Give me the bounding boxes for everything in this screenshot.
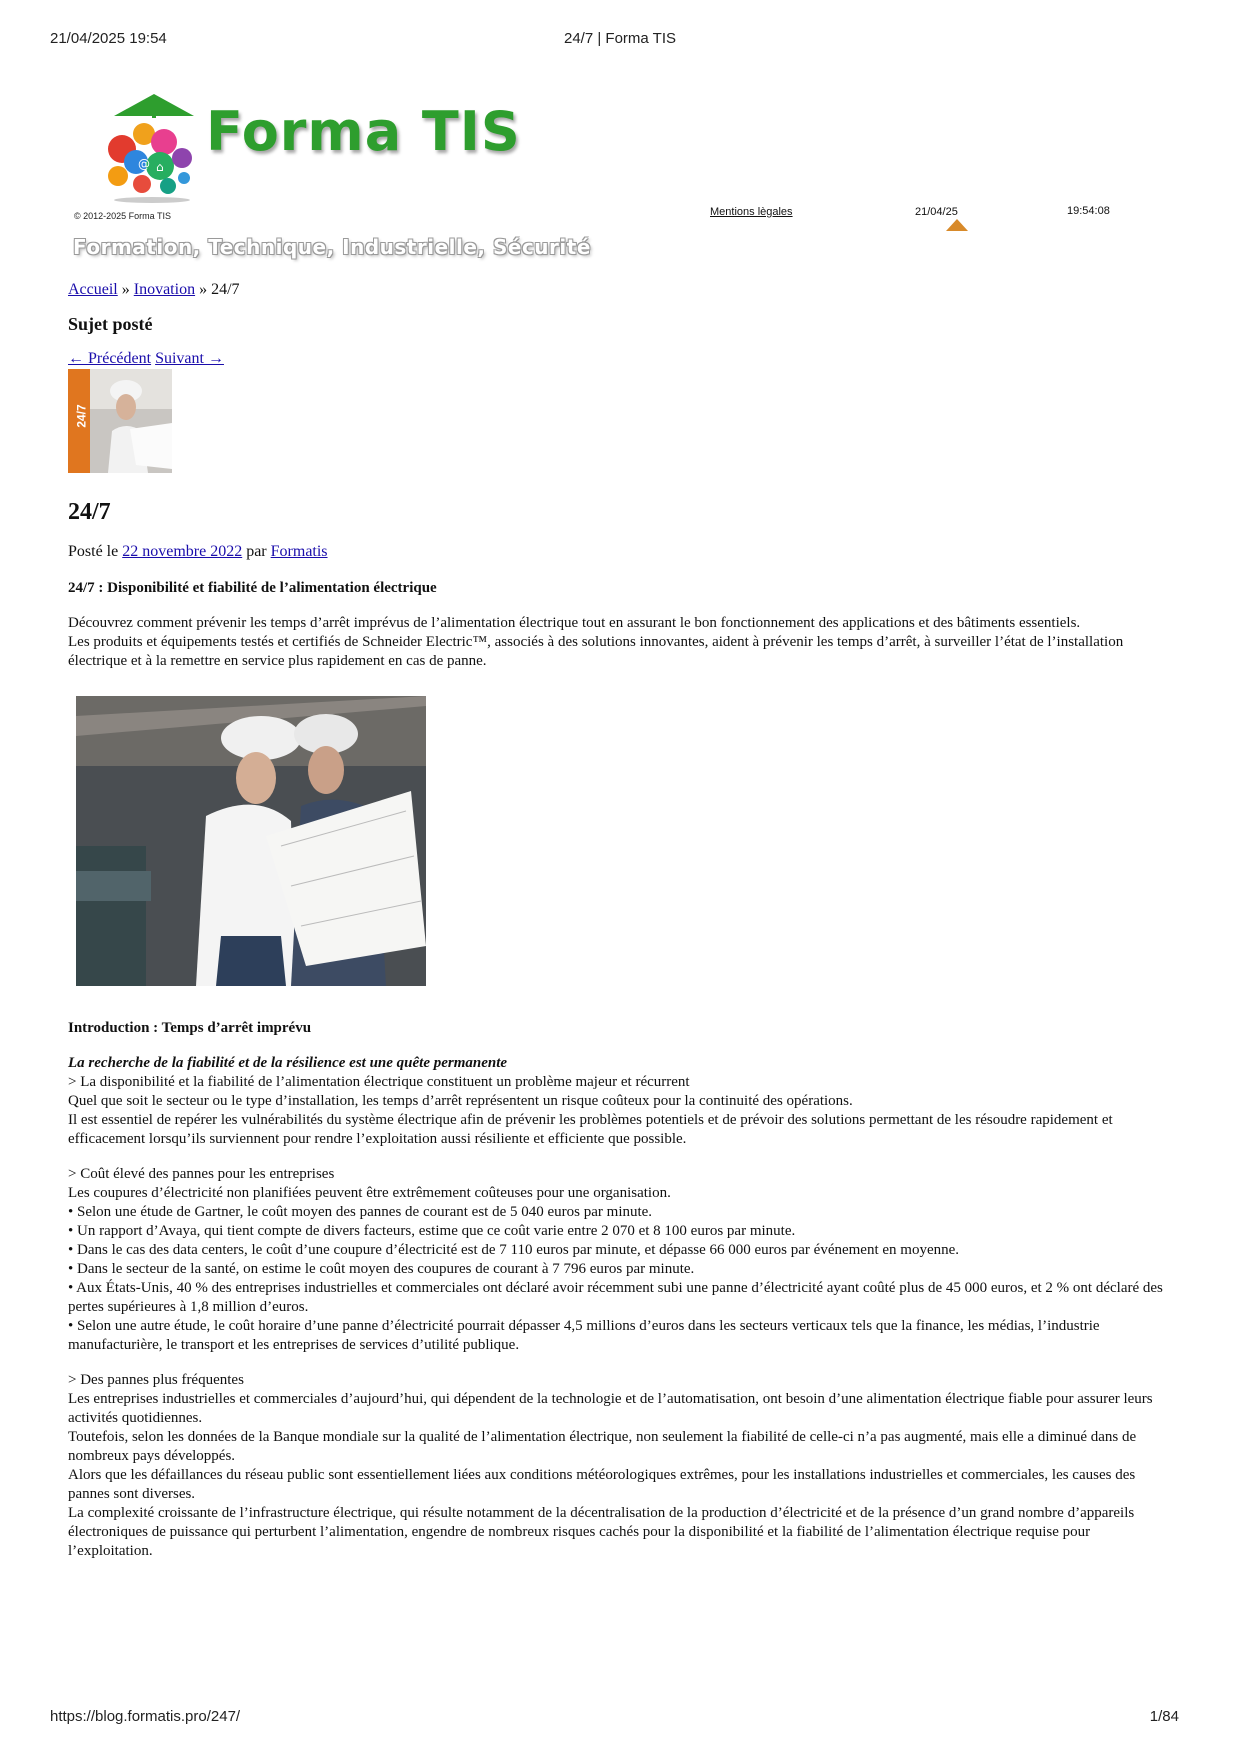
paragraph-line: > La disponibilité et la fiabilité de l’alimentation électrique constituent un problème majeur et récurrent (68, 1074, 690, 1090)
paragraph-line: Les entreprises industrielles et commerciales d’aujourd’hui, qui dépendent de la technologie et de l’automatisation, ont besoin d’une alimentation électrique fiable pour assurer leurs activités quotidiennes. (68, 1391, 1153, 1426)
paragraph-line: Il est essentiel de repérer les vulnérabilités du système électrique afin de prévenir les problèmes potentiels et de prévoir des solutions permettant de les résoudre rapidement et efficacement lorsqu’ils surviennent pour rendre l’exploitation aussi résiliente et efficiente que possible. (68, 1112, 1113, 1147)
paragraph-line: Toutefois, selon les données de la Banque mondiale sur la qualité de l’alimentation électrique, non seulement la fiabilité de celle-ci n’a pas augmenté, mais elle a diminué dans de nombreux pays développés. (68, 1429, 1137, 1464)
posted-by: par (246, 543, 267, 560)
post-date-link[interactable]: 22 novembre 2022 (122, 543, 243, 560)
list-item: • Dans le secteur de la santé, on estime le coût moyen des coupures de courant à 7 796 euros par minute. (68, 1261, 695, 1277)
intro-paragraph (68, 614, 1168, 671)
next-post-link[interactable]: Suivant → (155, 350, 224, 367)
previous-post-link[interactable]: ← Précédent (68, 350, 152, 367)
post-meta (68, 542, 1168, 562)
breadcrumb-home-link[interactable]: Accueil (68, 281, 118, 298)
paragraph-line: Alors que les défaillances du réseau public sont essentiellement liées aux conditions météorologiques extrêmes, pour les installations industrielles et commerciales, les causes des pannes sont diverses. (68, 1467, 1136, 1502)
paragraph-line: Quel que soit le secteur ou le type d’installation, les temps d’arrêt représentent un risque coûteux pour la continuité des opérations. (68, 1093, 853, 1109)
list-item: • Dans le cas des data centers, le coût d’une coupure d’électricité est de 7 110 euros par minute, et dépasse 66 000 euros par événement en moyenne. (68, 1242, 960, 1258)
svg-text:@: @ (138, 157, 150, 171)
post-content (68, 280, 1168, 1561)
post-navigation (68, 349, 1168, 369)
thumbnail-band-label: 24/7 (74, 404, 89, 428)
breadcrumb-category-link[interactable]: Inovation (133, 281, 196, 298)
print-datetime: 21/04/2025 19:54 (50, 30, 167, 47)
site-tagline: Formation, Technique, Industrielle, Sécurité (73, 235, 591, 259)
post-title: 24/7 (68, 499, 111, 525)
copyright: © 2012-2025 Forma TIS (74, 211, 172, 221)
print-page-title: 24/7 | Forma TIS (564, 30, 676, 47)
post-author-link[interactable]: Formatis (270, 543, 328, 560)
list-item: • Un rapport d’Avaya, qui tient compte de divers facteurs, estime que ce coût varie entre 2 070 et 8 100 euros par minute. (68, 1223, 796, 1239)
paragraph-line: La complexité croissante de l’infrastructure électrique, qui résulte notamment de la décentralisation de la production d’électricité et de la présence d’un grand nombre d’appareils électroniques de puissance qui perturbent l’alimentation, engendre de nombreux risques cachés pour la disponibilité et la fiabilité de l’alimentation électrique requise pour l’exploitation. (68, 1505, 1135, 1559)
list-item: • Selon une étude de Gartner, le coût moyen des pannes de courant est de 5 040 euros par minute. (68, 1204, 653, 1220)
mentions-legales-link[interactable]: Mentions lègales (710, 206, 793, 218)
post-thumbnail[interactable] (68, 369, 172, 473)
print-url: https://blog.formatis.pro/247/ (50, 1708, 241, 1725)
thumbnail-band (68, 369, 90, 473)
paragraph-line: > Coût élevé des pannes pour les entreprises (68, 1166, 335, 1182)
logo-text: Forma TIS (206, 100, 521, 163)
cost-block (68, 1165, 1168, 1355)
engineers-photo-icon (76, 696, 426, 986)
paragraph-line: Les coupures d’électricité non planifiées peuvent être extrêmement coûteuses pour une organisation. (68, 1185, 671, 1201)
thumbnail-photo-icon (90, 369, 172, 473)
svg-text:⌂: ⌂ (156, 160, 164, 174)
breadcrumb (68, 280, 1168, 300)
breadcrumb-separator: » (199, 281, 208, 298)
breadcrumb-separator: » (121, 281, 130, 298)
paragraph-line: Découvrez comment prévenir les temps d’arrêt imprévus de l’alimentation électrique tout en assurant le bon fonctionnement des applications et des bâtiments essentiels. (68, 615, 1081, 631)
section-title: Sujet posté (68, 314, 153, 334)
list-item: • Selon une autre étude, le coût horaire d’une panne d’électricité pourrait dépasser 4,5 millions d’euros dans les secteurs verticaux tels que la finance, les médias, l’industrie manufacturière, le transport et les entreprises de services d’utilité publique. (68, 1318, 1100, 1353)
triangle-up-icon[interactable] (946, 219, 968, 231)
header-time: 19:54:08 (1067, 205, 1110, 217)
header-date: 21/04/25 (915, 206, 958, 218)
introduction-title: Introduction : Temps d’arrêt imprévu (68, 1020, 312, 1036)
paragraph-line: > Des pannes plus fréquentes (68, 1372, 244, 1388)
availability-block (68, 1073, 1168, 1149)
frequency-block (68, 1371, 1168, 1561)
paragraph-line: Les produits et équipements testés et certifiés de Schneider Electric™, associés à des solutions innovantes, aident à prévenir les temps d’arrêt, à surveiller l’état de l’installation électrique et à la remettre en service plus rapidement en cas de panne. (68, 634, 1124, 669)
breadcrumb-current: 24/7 (211, 281, 240, 298)
posted-prefix: Posté le (68, 543, 119, 560)
list-item: • Aux États-Unis, 40 % des entreprises industrielles et commerciales ont déclaré avoir récemment subi une panne d’électricité ayant coûté plus de 45 000 euros, et 2 % ont déclaré des pertes supérieures à 1,8 million d’euros. (68, 1280, 1163, 1315)
post-lead: 24/7 : Disponibilité et fiabilité de l’alimentation électrique (68, 580, 437, 596)
print-footer (0, 1708, 1240, 1728)
print-header (0, 30, 1240, 50)
print-page-number: 1/84 (1149, 1708, 1179, 1725)
introduction-subtitle: La recherche de la fiabilité et de la résilience est une quête permanente (68, 1055, 508, 1071)
